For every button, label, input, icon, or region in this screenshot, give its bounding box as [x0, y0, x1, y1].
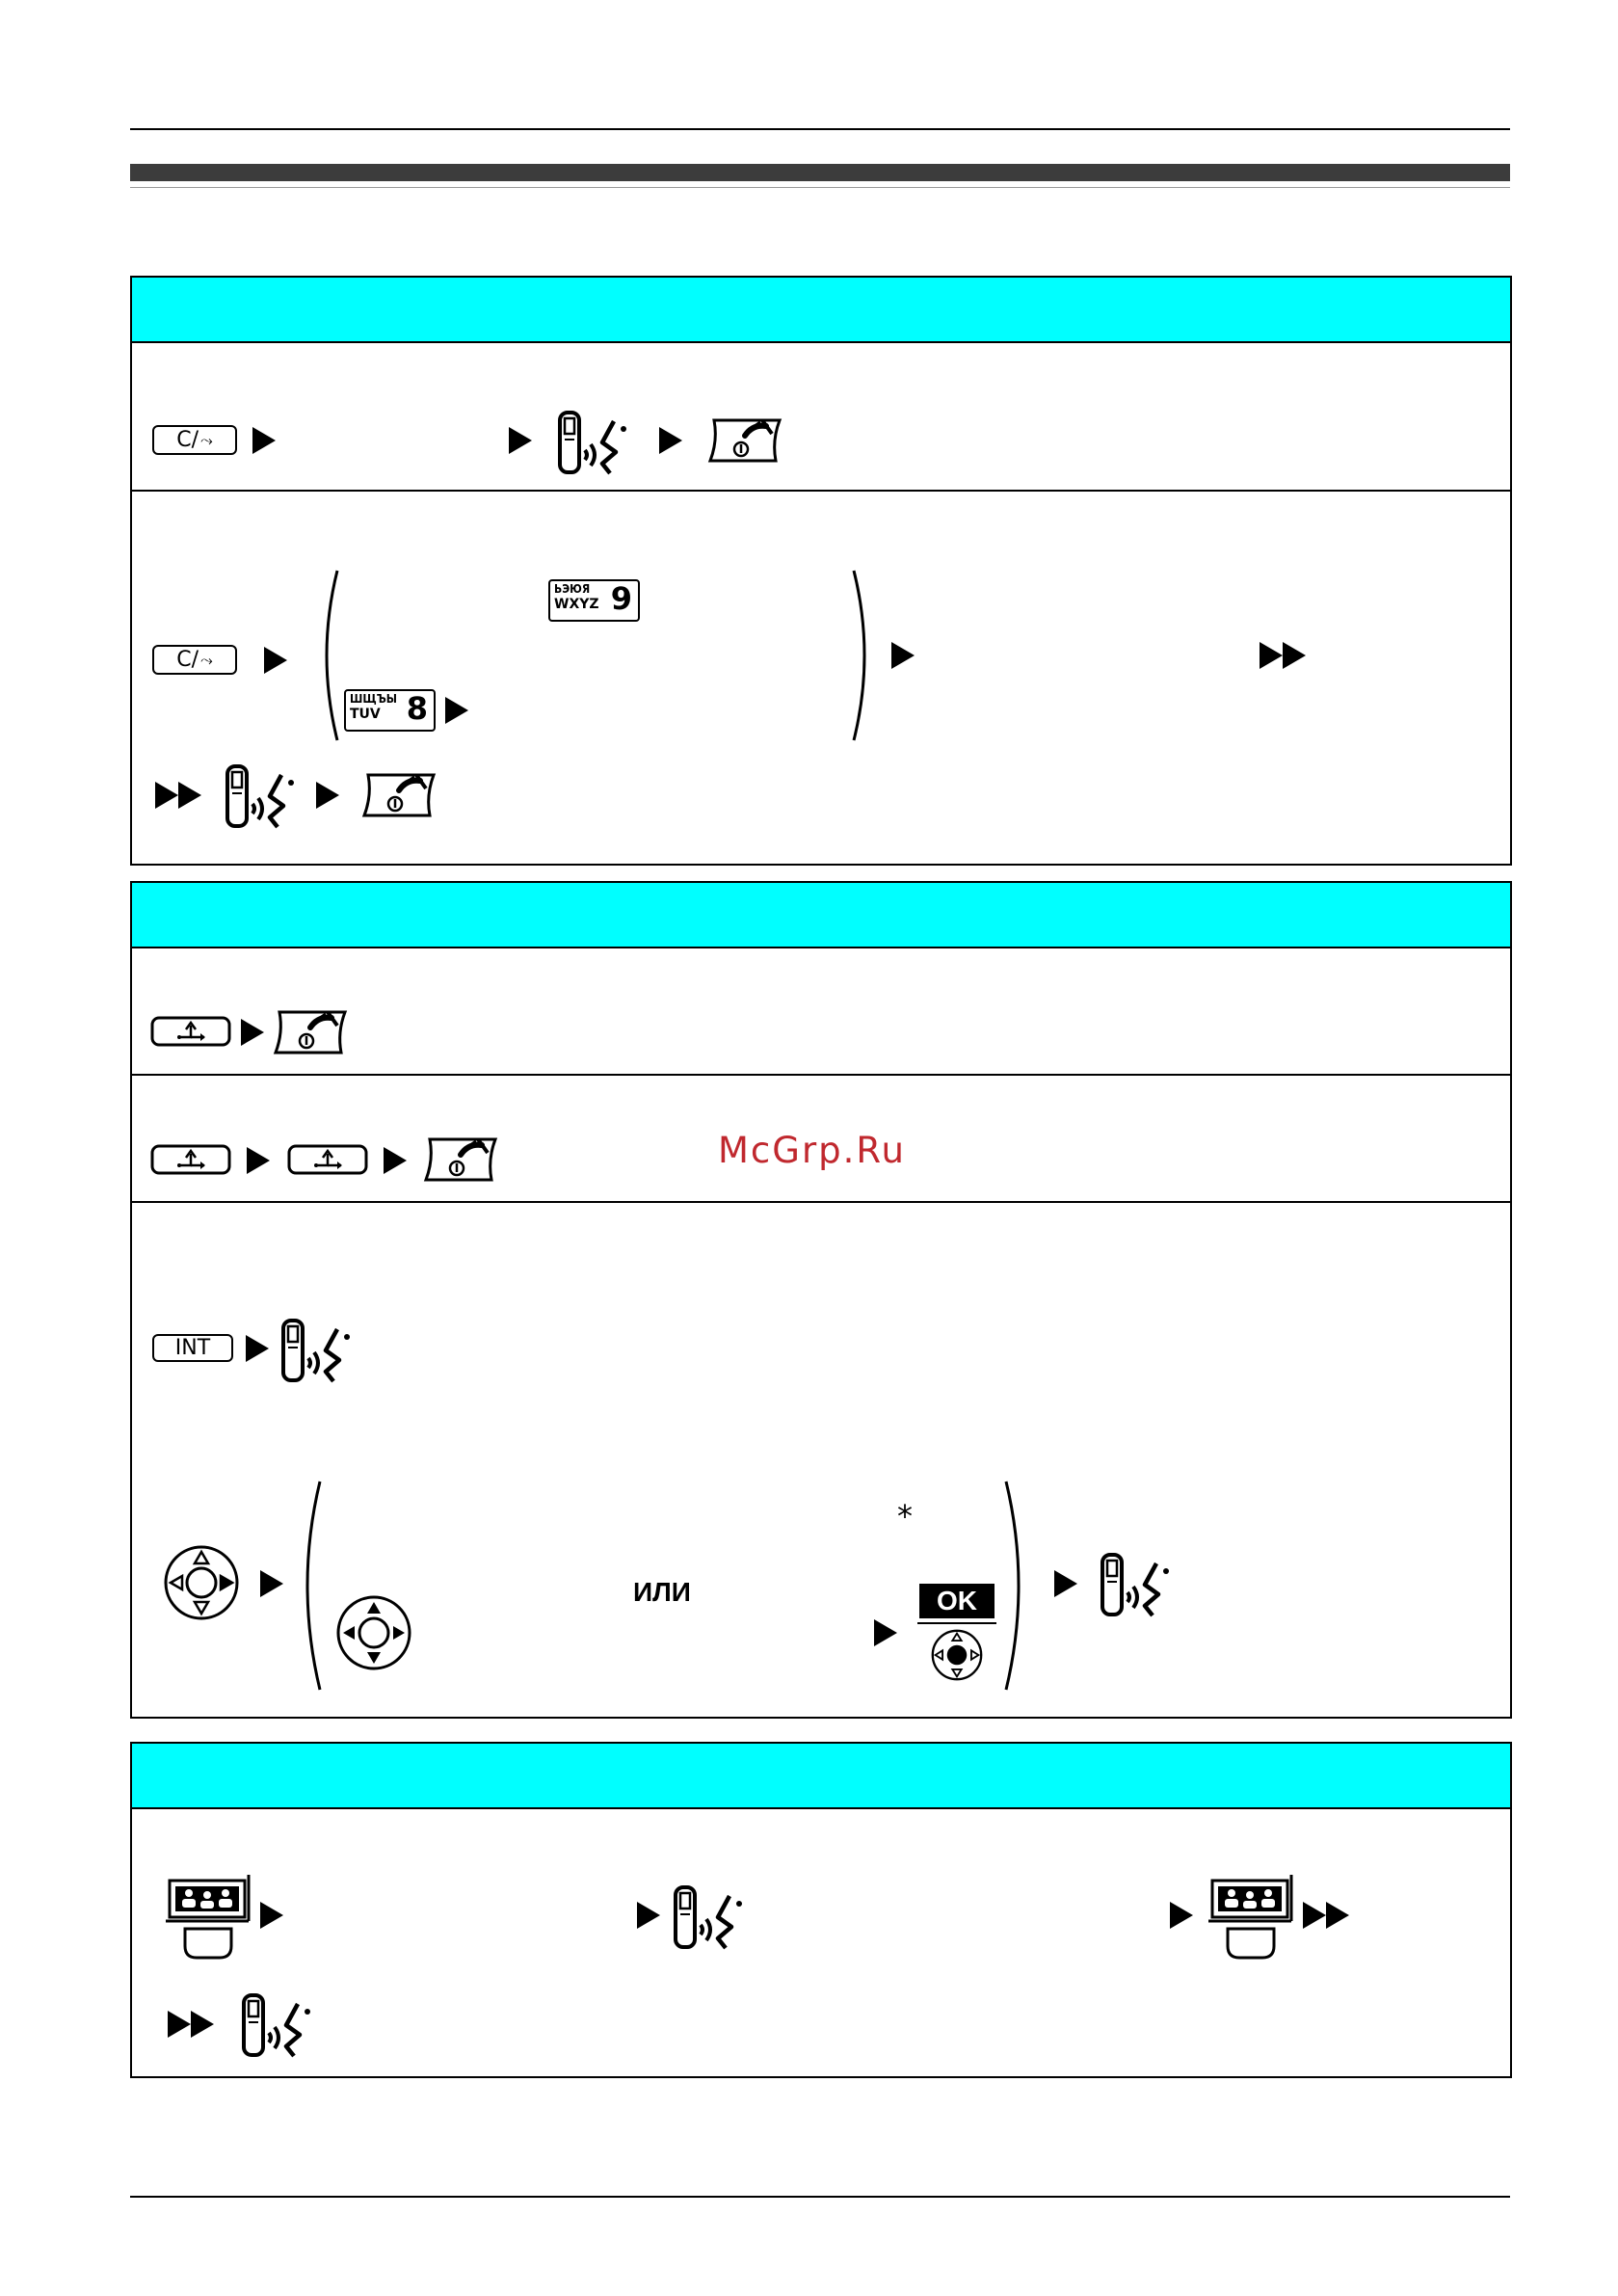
section-2-divider-2 — [132, 1201, 1510, 1203]
right-paren — [1002, 1480, 1031, 1692]
clear-back-key[interactable] — [152, 425, 237, 455]
ok-softkey[interactable]: OK — [919, 1584, 995, 1618]
step-arrow-icon — [874, 1619, 897, 1646]
step-arrow-icon — [260, 1570, 283, 1597]
clear-back-key[interactable] — [152, 645, 237, 675]
hangup-key-icon[interactable] — [272, 1008, 349, 1056]
talk-handset-icon — [554, 410, 631, 477]
clear-back-key-label: C/ — [176, 428, 199, 452]
step-arrow-icon — [264, 647, 287, 674]
transfer-key-icon[interactable] — [286, 1144, 369, 1175]
step-arrow-icon — [659, 427, 682, 454]
talk-handset-icon — [222, 763, 299, 831]
step-arrow-icon — [1054, 1570, 1077, 1597]
section-3-header — [132, 1744, 1510, 1809]
digit-8-lat: TUV — [350, 707, 381, 722]
right-paren — [848, 569, 877, 742]
title-bar — [130, 164, 1510, 181]
transfer-key-icon[interactable] — [149, 1016, 232, 1047]
step-arrow-icon — [252, 427, 276, 454]
step-arrow-icon — [509, 427, 532, 454]
step-arrow-icon — [247, 1147, 270, 1174]
digit-8-cyr: ШЩЪЫ — [350, 692, 397, 706]
section-2 — [130, 881, 1512, 1719]
watermark: McGrp.Ru — [718, 1130, 906, 1171]
digit-9-digit: 9 — [610, 580, 632, 617]
left-paren — [314, 569, 343, 742]
continue-arrow-icon — [155, 782, 203, 809]
step-arrow-icon — [445, 697, 468, 724]
or-label: ИЛИ — [633, 1577, 691, 1607]
conference-key-icon[interactable] — [166, 1875, 252, 1962]
navigator-icon[interactable] — [335, 1594, 412, 1671]
bottom-rule — [130, 2196, 1510, 2198]
digit-9-key[interactable] — [548, 579, 640, 622]
left-paren — [295, 1480, 324, 1692]
hangup-key-icon[interactable] — [360, 771, 438, 819]
clear-back-key-label: C/ — [176, 648, 199, 672]
continue-arrow-icon — [1260, 642, 1308, 669]
talk-handset-icon — [278, 1318, 355, 1385]
star-symbol: * — [897, 1498, 913, 1535]
step-arrow-icon — [316, 782, 339, 809]
digit-8-digit: 8 — [406, 690, 428, 727]
navigator-center-icon[interactable] — [930, 1628, 984, 1682]
step-arrow-icon — [384, 1147, 407, 1174]
continue-arrow-icon — [1303, 1902, 1351, 1929]
section-1-header — [132, 278, 1510, 343]
step-arrow-icon — [891, 642, 915, 669]
navigator-right-icon[interactable] — [163, 1544, 240, 1621]
title-bar-underline — [130, 187, 1510, 188]
int-key[interactable] — [152, 1334, 233, 1362]
ok-underline — [917, 1622, 996, 1624]
step-arrow-icon — [1170, 1902, 1193, 1929]
talk-handset-icon — [238, 1992, 315, 2060]
talk-handset-icon — [670, 1884, 747, 1952]
step-arrow-icon — [241, 1019, 264, 1046]
return-arrow-icon: ⤳ — [199, 650, 213, 669]
section-1-divider — [132, 490, 1510, 492]
section-2-divider-1 — [132, 1074, 1510, 1076]
hangup-key-icon[interactable] — [422, 1135, 499, 1184]
step-arrow-icon — [637, 1902, 660, 1929]
digit-8-key[interactable] — [344, 689, 436, 732]
transfer-key-icon[interactable] — [149, 1144, 232, 1175]
conference-key-icon[interactable] — [1208, 1875, 1295, 1962]
hangup-key-icon[interactable] — [706, 416, 783, 465]
section-2-header — [132, 883, 1510, 948]
step-arrow-icon — [260, 1902, 283, 1929]
int-key-label: INT — [174, 1336, 211, 1360]
continue-arrow-icon — [168, 2011, 216, 2038]
digit-9-cyr: ЬЭЮЯ — [554, 582, 591, 596]
digit-9-lat: WXYZ — [554, 597, 599, 612]
return-arrow-icon: ⤳ — [199, 430, 213, 449]
top-rule — [130, 128, 1510, 130]
talk-handset-icon — [1097, 1552, 1174, 1619]
step-arrow-icon — [246, 1335, 269, 1362]
